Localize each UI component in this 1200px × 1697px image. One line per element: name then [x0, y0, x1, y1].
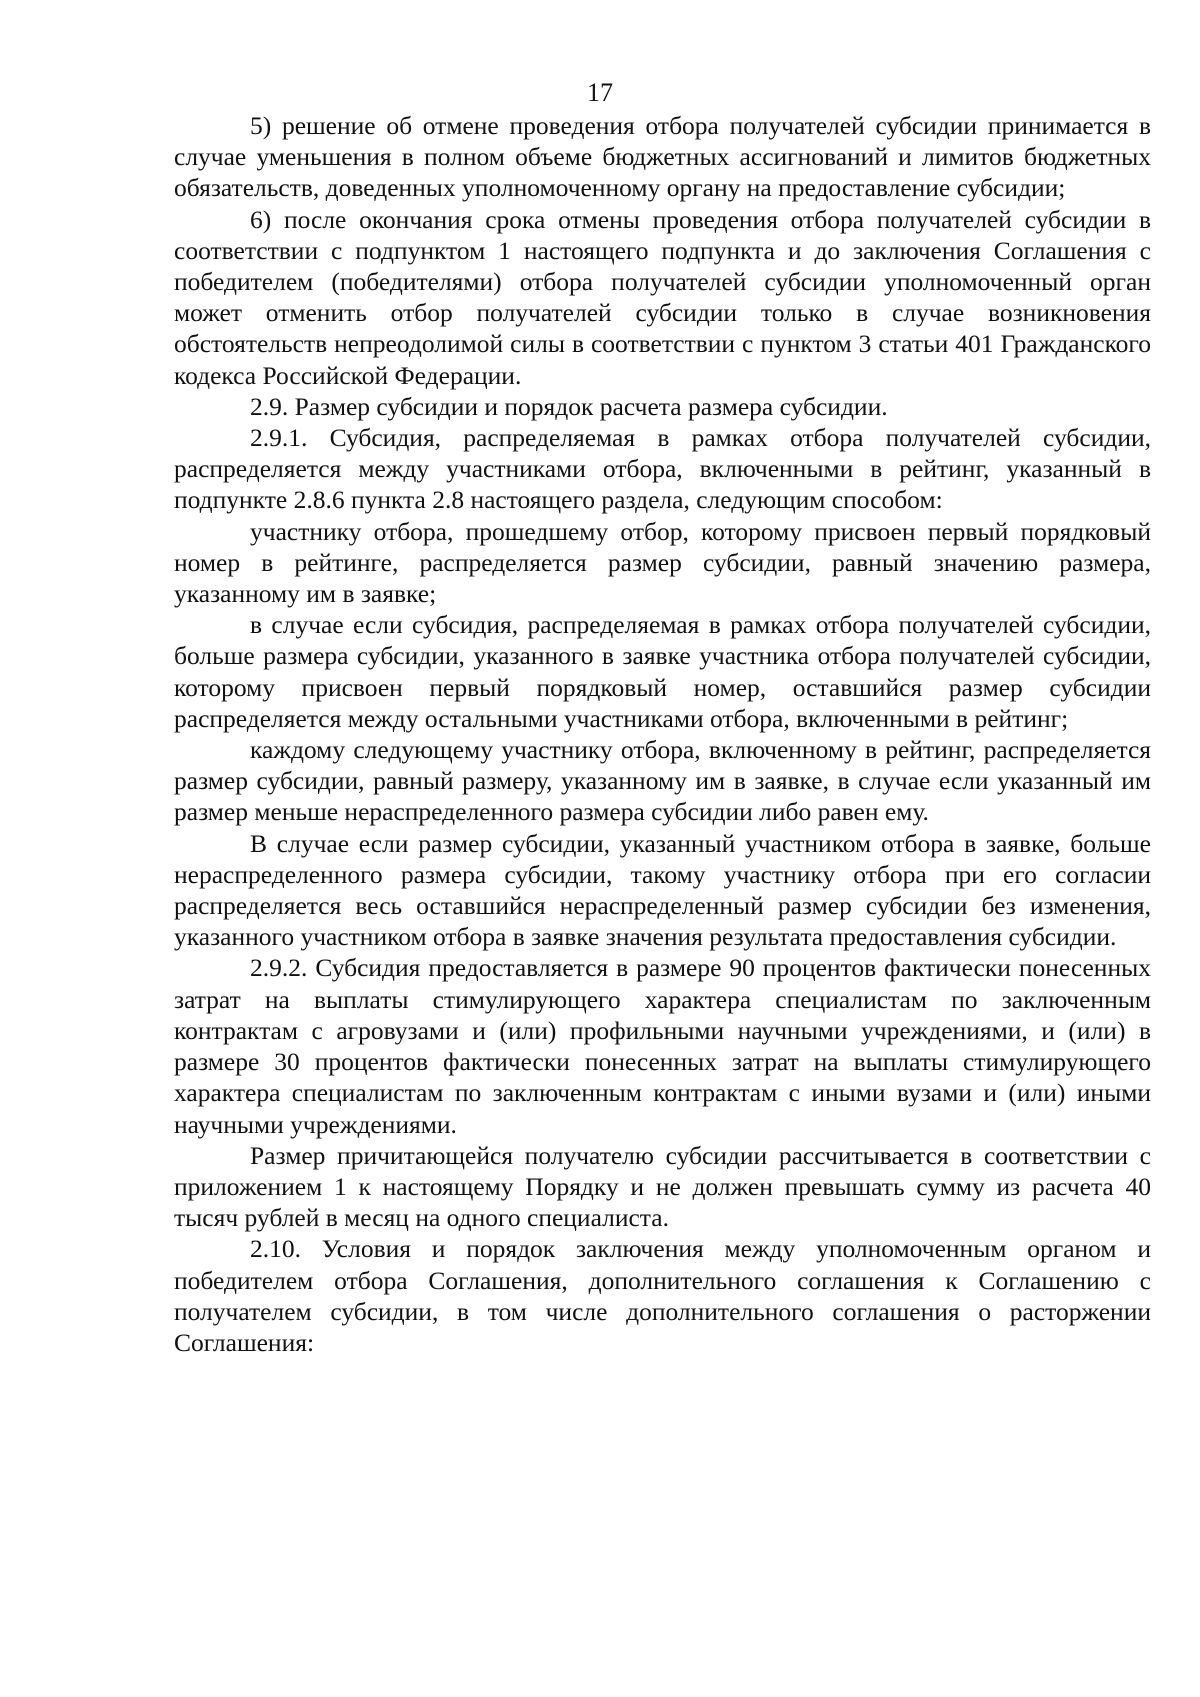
- paragraph-2-9-2: 2.9.2. Субсидия предоставляется в размере 90 процентов фактически понесенных затрат на выплаты стимулирующего характера специалистам по заключенным контрактам с агровузами и (или) профильными научными учреждениями, и (или) в размере 30 процентов фактически понесенных затрат на выплаты стимулирующего характера специалистам по заключенным контрактам с иными вузами и (или) иными научными учреждениями.: [174, 953, 1151, 1139]
- paragraph-calculation-limit: Размер причитающейся получателю субсидии рассчитывается в соответствии с приложением 1 к настоящему Порядку и не должен превышать сумму из расчета 40 тысяч рублей в месяц на одного специалиста.: [174, 1140, 1151, 1233]
- document-body: [174, 110, 1151, 1358]
- section-heading-2-9: 2.9. Размер субсидии и порядок расчета размера субсидии.: [250, 391, 888, 421]
- paragraph-remaining-subsidy: в случае если субсидия, распределяемая в рамках отбора получателей субсидии, больше размера субсидии, указанного в заявке участника отбора получателей субсидии, которому присвоен первый порядковый номер, оставшийся размер субсидии распределяется между остальными участниками отбора, включенными в рейтинг;: [174, 610, 1151, 733]
- page-number: 17: [587, 78, 613, 107]
- paragraph-item-6: 6) после окончания срока отмены проведения отбора получателей субсидии в соответствии с подпунктом 1 настоящего подпункта и до заключения Соглашения с победителем (победителями) отбора получателей субсидии уполномоченный орган может отменить отбор получателей субсидии только в случае возникновения обстоятельств непреодолимой силы в соответствии с пунктом 3 статьи 401 Гражданского кодекса Российской Федерации.: [174, 204, 1151, 390]
- paragraph-2-9-1: 2.9.1. Субсидия, распределяемая в рамках отбора получателей субсидии, распределяется между участниками отбора, включенными в рейтинг, указанный в подпункте 2.8.6 пункта 2.8 настоящего раздела, следующим способом:: [174, 423, 1151, 515]
- paragraph-each-next-participant: каждому следующему участнику отбора, включенному в рейтинг, распределяется размер субсидии, равный размеру, указанному им в заявке, в случае если указанный им размер меньше нераспределенного размера субсидии либо равен ему.: [174, 735, 1151, 827]
- paragraph-item-5: 5) решение об отмене проведения отбора получателей субсидии принимается в случае уменьшения в полном объеме бюджетных ассигнований и лимитов бюджетных обязательств, доведенных уполномоченному органу на предоставление субсидии;: [174, 111, 1151, 203]
- paragraph-first-participant: участнику отбора, прошедшему отбор, которому присвоен первый порядковый номер в рейтинге, распределяется размер субсидии, равный значению размера, указанному им в заявке;: [174, 516, 1151, 609]
- section-heading-2-10: 2.10. Условия и порядок заключения между уполномоченным органом и победителем отбора Соглашения, дополнительного соглашения к Соглашению с получателем субсидии, в том числе дополнительного соглашения о расторжении Соглашения:: [174, 1234, 1151, 1357]
- paragraph-exceeding-amount: В случае если размер субсидии, указанный участником отбора в заявке, больше нераспределенного размера субсидии, такому участнику отбора при его согласии распределяется весь оставшийся нераспределенный размер субсидии без изменения, указанного участником отбора в заявке значения результата предоставления субсидии.: [174, 828, 1151, 952]
